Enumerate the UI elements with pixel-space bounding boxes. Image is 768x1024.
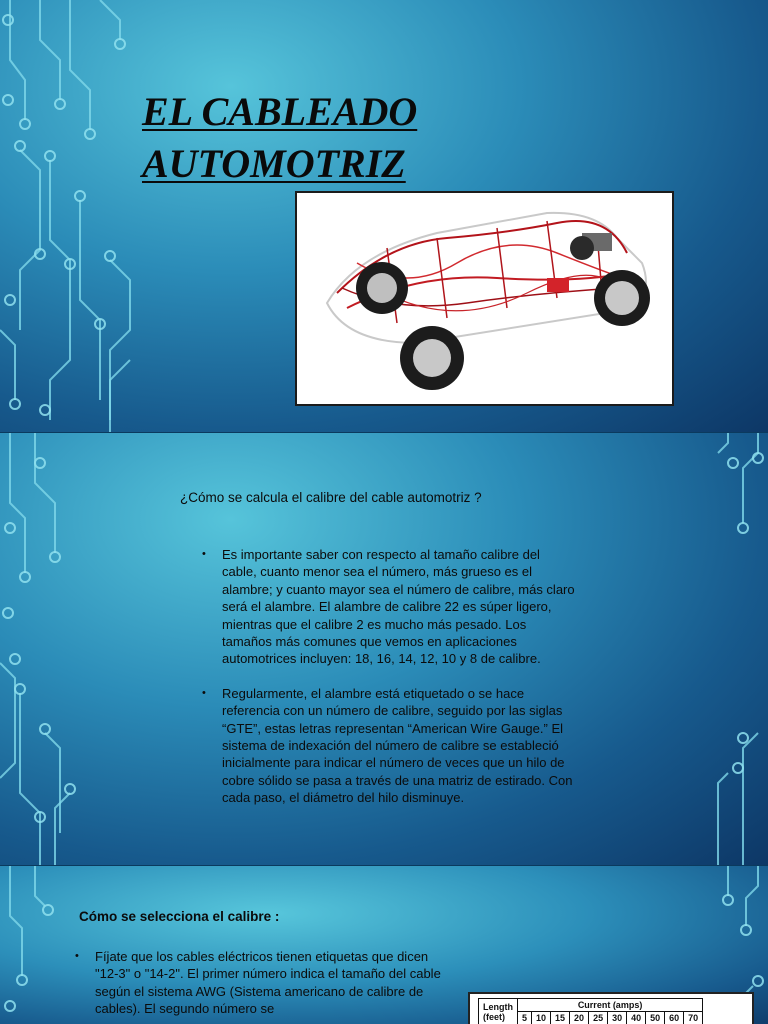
title-slide [0, 0, 768, 432]
bullet-list [95, 948, 449, 1018]
circuit-decoration-right [698, 433, 768, 865]
column-header: 60 [665, 1012, 684, 1024]
circuit-decoration-left [0, 433, 90, 865]
calibre-calculation-slide [0, 433, 768, 865]
wire-gauge-table [468, 992, 754, 1024]
column-header: 50 [646, 1012, 665, 1024]
column-header: 70 [684, 1012, 703, 1024]
column-header: 15 [551, 1012, 570, 1024]
list-item: • Fíjate que los cables eléctricos tienen etiquetas que dicen "12-3" o "14-2". El primer número indica el tamaño del cable según el sistema AWG (Sistema americano de calibre de cables). El segundo número se [95, 948, 449, 1018]
calibre-selection-slide [0, 866, 768, 1024]
circuit-decoration-left [0, 0, 150, 432]
column-header: 30 [608, 1012, 627, 1024]
slide-title [142, 86, 482, 190]
column-header: 5 [518, 1012, 532, 1024]
title-line-1: EL CABLEADO [142, 89, 418, 134]
current-header: Current (amps) [518, 999, 703, 1012]
car-wiring-image [295, 191, 674, 406]
column-header: 20 [570, 1012, 589, 1024]
table-header-row [479, 999, 703, 1012]
length-unit: (feet) [483, 1011, 505, 1022]
column-header: 40 [627, 1012, 646, 1024]
section-heading: ¿Cómo se calcula el calibre del cable automotriz ? [180, 490, 482, 505]
list-item: • Regularmente, el alambre está etiquetado o se hace referencia con un número de calibre, seguido por las siglas “GTE”, estas letras representan “American Wire Gauge.” El sistema de indexación del número de calibre se estableció inicialmente para indicar el número de veces que un hilo de cobre sólido se pasa a través de una matriz de estirado. Con cada paso, el diámetro del hilo disminuye. [222, 685, 576, 807]
section-heading: Cómo se selecciona el calibre : [79, 909, 280, 924]
list-item: • Es importante saber con respecto al tamaño calibre del cable, cuanto menor sea el número, más grueso es el alambre; y cuanto mayor sea el número de calibre, más claro será el alambre. El alambre de calibre 22 es súper ligero, mientras que el calibre 2 es mucho más pesado. Los tamaños más comunes que vemos en aplicaciones automotrices incluyen: 18, 16, 14, 12, 10 y 8 de calibre. [222, 546, 576, 668]
gauge-table [478, 998, 703, 1024]
column-header: 10 [532, 1012, 551, 1024]
circuit-decoration-left [0, 866, 60, 1024]
column-header: 25 [589, 1012, 608, 1024]
car-wiring-harness-icon [297, 193, 672, 404]
title-line-2: AUTOMOTRIZ [142, 141, 406, 186]
bullet-list [222, 546, 576, 807]
length-label: Length [483, 1001, 513, 1012]
length-header [479, 999, 518, 1024]
